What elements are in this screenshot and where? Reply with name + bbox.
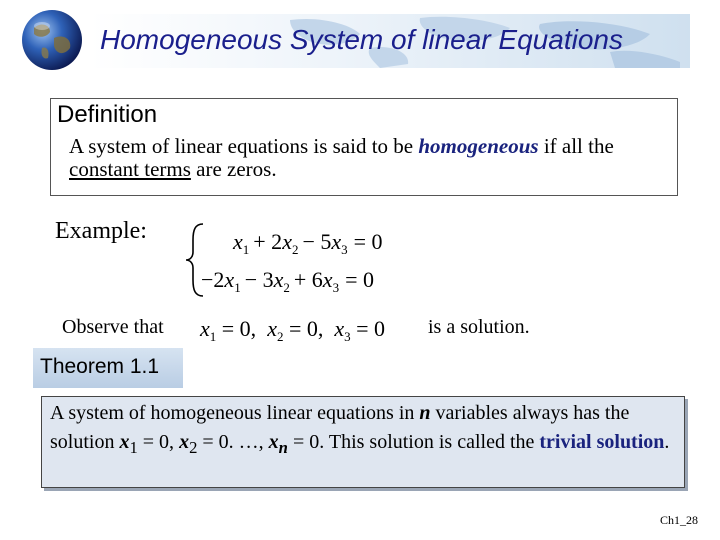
equation-1: $x_1 + 2x_2 - 5x_3 = 0$ — [233, 229, 383, 257]
title-banner — [90, 14, 690, 68]
variable-x2: x — [179, 431, 190, 453]
subscript: n — [278, 438, 288, 457]
definition-text-part: are zeros. — [190, 157, 277, 181]
theorem-text-part: = 0, — [137, 431, 180, 453]
trivial-solution-term: trivial solution — [539, 431, 665, 453]
constant-terms: constant terms — [69, 157, 191, 181]
page-number: Ch1_28 — [660, 513, 699, 527]
theorem-label: Theorem 1.1 — [33, 348, 183, 388]
definition-text-part: if all the — [538, 134, 614, 158]
variable-xn: x — [268, 431, 279, 453]
globe-icon — [20, 8, 84, 72]
theorem-text-part: = 0. …, — [197, 431, 269, 453]
equation-system — [185, 220, 425, 300]
subscript: 1 — [129, 438, 138, 457]
observe-label: Observe that — [62, 316, 164, 338]
variable-n: n — [419, 402, 431, 424]
definition-heading: Definition — [57, 101, 158, 128]
trivial-solution-values — [198, 314, 423, 348]
theorem-box — [41, 396, 685, 488]
example-label: Example: — [55, 218, 147, 244]
definition-box — [50, 98, 678, 196]
definition-text-part: A system of linear equations is said to be — [69, 134, 419, 158]
slide-title: Homogeneous System of linear Equations — [100, 24, 623, 55]
definition-text — [69, 135, 669, 181]
variable-x1: x — [119, 431, 130, 453]
theorem-text-part: A system of homogeneous linear equations in — [50, 402, 420, 424]
subscript: 2 — [189, 438, 198, 457]
theorem-text-part: variables always has the solution — [50, 402, 630, 453]
svg-text:x1 = 0, x2 = 0, x3 = 0: $x_1 = 0$, $x_2 = 0$, $x_3 = 0$ — [200, 316, 386, 344]
equation-2: $-2x_1 - 3x_2 + 6x_3 = 0$ — [201, 267, 374, 295]
is-solution-label: is a solution. — [428, 316, 530, 338]
theorem-text-part: . — [664, 431, 670, 453]
theorem-text-part: = 0. This solution is called the — [287, 431, 540, 453]
homogeneous-term: homogeneous — [418, 134, 539, 158]
